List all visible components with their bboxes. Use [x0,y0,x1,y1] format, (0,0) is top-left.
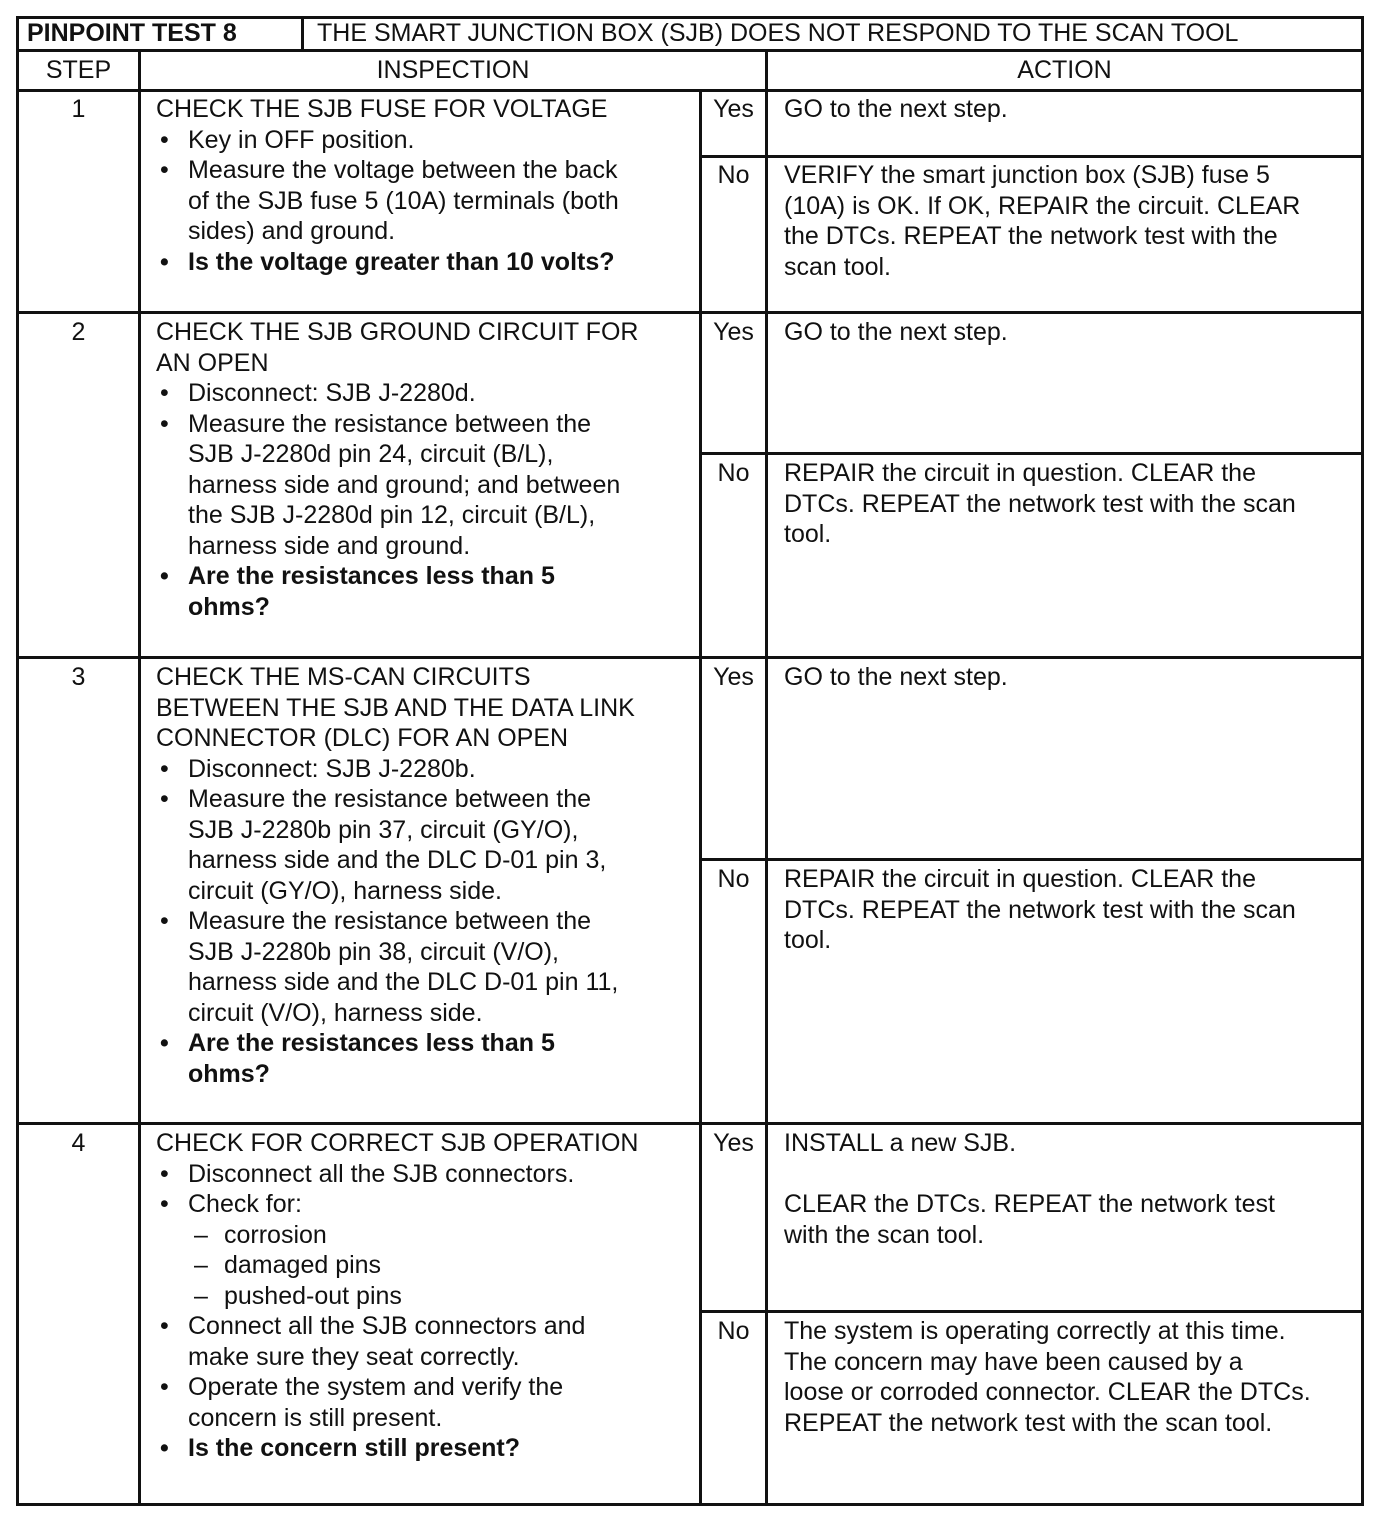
action-line: loose or corroded connector. CLEAR the DTCs. [784,1378,1311,1406]
inspection-bullet [156,378,638,409]
bullet-line: • Check for: [188,1190,302,1218]
step-inspection [156,317,638,622]
action-line: The concern may have been caused by a [784,1347,1243,1376]
step-number: 3 [71,663,86,691]
rule-yesno-4 [699,1310,1361,1313]
column-inspection: INSPECTION [376,56,530,84]
bullet-line: ohms? [188,1059,270,1088]
inspection-bullet [156,1372,638,1433]
yes-action [784,317,1008,348]
bullet-line: concern is still present. [188,1403,443,1432]
rule-yesno-3 [699,858,1361,861]
inspection-bullet [156,1311,638,1372]
action-line: with the scan tool. [784,1220,985,1249]
bullet-line: • Key in OFF position. [188,125,415,154]
step-title-line: AN OPEN [156,348,269,377]
rule-step2 [19,656,1361,659]
step-title-line: CHECK THE MS-CAN CIRCUITS [156,663,531,691]
yes-label: Yes [713,318,754,346]
sub-item: – pushed-out pins [188,1281,638,1312]
sub-checklist [188,1220,638,1312]
rule-answer-col [699,89,702,1503]
action-line: DTCs. REPEAT the network test with the scan [784,489,1296,518]
bullet-line: • Are the resistances less than 5 [188,562,555,590]
rule-yesno-2 [699,452,1361,455]
bullet-line: ohms? [188,592,270,621]
bullet-line: SJB J-2280b pin 37, circuit (GY/O), [188,815,579,844]
step-title-line: CONNECTOR (DLC) FOR AN OPEN [156,724,569,752]
rule-columns [19,89,1361,92]
no-action [784,864,1296,956]
bullet-line: • Disconnect all the SJB connectors. [188,1159,575,1188]
action-line: GO to the next step. [784,663,1008,691]
inspection-question [156,1433,638,1464]
action-line: the DTCs. REPEAT the network test with the [784,222,1278,250]
step-title-line: CHECK FOR CORRECT SJB OPERATION [156,1129,639,1157]
rule-step3 [19,1122,1361,1125]
inspection-bullet [156,754,635,785]
no-label: No [717,459,750,487]
bullet-line: SJB J-2280d pin 24, circuit (B/L), [188,440,554,468]
rule-step1 [19,311,1361,314]
action-line: VERIFY the smart junction box (SJB) fuse 5 [784,161,1270,189]
bullet-line: • Measure the voltage between the back [188,156,618,184]
rule-header-split [301,19,304,49]
bullet-line: harness side and the DLC D-01 pin 3, [188,846,607,874]
bullet-line: harness side and the DLC D-01 pin 11, [188,968,619,996]
bullet-line: the SJB J-2280d pin 12, circuit (B/L), [188,501,596,529]
inspection-question [156,561,638,622]
inspection-checklist [156,754,635,1090]
bullet-line: • Is the concern still present? [188,1434,521,1462]
bullet-line: • Disconnect: SJB J-2280b. [188,754,476,783]
inspection-question [156,1028,635,1089]
bullet-line: • Is the voltage greater than 10 volts? [188,247,615,276]
inspection-checklist [156,125,619,278]
column-action: ACTION [1017,56,1112,84]
action-line: tool. [784,520,832,548]
action-line: INSTALL a new SJB. [784,1129,1017,1157]
sub-item: – damaged pins [188,1250,638,1281]
inspection-bullet [156,409,638,562]
bullet-line: harness side and ground. [188,531,471,560]
rule-header [19,49,1361,52]
action-line: GO to the next step. [784,95,1008,123]
step-title-line: CHECK THE SJB FUSE FOR VOLTAGE [156,95,608,123]
no-action [784,458,1296,550]
yes-action [784,662,1008,693]
bullet-line: make sure they seat correctly. [188,1342,520,1371]
inspection-bullet [156,1159,638,1190]
pinpoint-test-table [16,16,1364,1506]
yes-label: Yes [713,95,754,123]
step-title-line: BETWEEN THE SJB AND THE DATA LINK [156,693,635,722]
action-line: tool. [784,926,832,954]
action-line: REPEAT the network test with the scan tool. [784,1408,1273,1437]
no-action [784,1316,1311,1438]
bullet-line: • Measure the resistance between the [188,409,592,438]
bullet-line: • Disconnect: SJB J-2280d. [188,379,476,407]
step-inspection [156,1128,638,1464]
no-label: No [717,1317,750,1345]
step-number: 1 [71,95,86,123]
yes-label: Yes [713,1129,754,1157]
step-number: 2 [71,318,86,346]
rule-yesno-1 [699,155,1361,158]
bullet-line: SJB J-2280b pin 38, circuit (V/O), [188,937,559,966]
yes-label: Yes [713,663,754,691]
test-label: PINPOINT TEST 8 [27,19,237,47]
inspection-bullet [156,1189,638,1311]
yes-action [784,94,1008,125]
yes-action [784,1128,1275,1250]
bullet-line: harness side and ground; and between [188,470,621,499]
inspection-bullet [156,125,619,156]
action-line: REPAIR the circuit in question. CLEAR the [784,459,1256,487]
action-line [784,1159,1275,1190]
inspection-bullet [156,155,619,247]
no-action [784,160,1300,282]
bullet-line: circuit (GY/O), harness side. [188,876,502,905]
step-number: 4 [71,1129,86,1157]
rule-step-col [138,49,141,1503]
action-line: GO to the next step. [784,318,1008,346]
bullet-line: • Are the resistances less than 5 [188,1029,555,1057]
action-line: REPAIR the circuit in question. CLEAR the [784,865,1256,893]
step-title-line: CHECK THE SJB GROUND CIRCUIT FOR [156,318,639,346]
bullet-line: • Measure the resistance between the [188,785,592,813]
inspection-question [156,247,619,278]
bullet-line: of the SJB fuse 5 (10A) terminals (both [188,186,619,215]
action-line: DTCs. REPEAT the network test with the scan [784,895,1296,924]
step-inspection [156,662,635,1089]
action-line: (10A) is OK. If OK, REPAIR the circuit. CLEAR [784,191,1301,220]
inspection-bullet [156,906,635,1028]
column-step: STEP [45,56,112,84]
no-label: No [717,161,750,189]
action-line: CLEAR the DTCs. REPEAT the network test [784,1190,1275,1218]
action-line: The system is operating correctly at this time. [784,1317,1286,1345]
bullet-line: sides) and ground. [188,217,396,245]
action-line: scan tool. [784,252,892,281]
inspection-checklist [156,378,638,622]
step-inspection [156,94,619,277]
sub-item: – corrosion [188,1220,638,1251]
no-label: No [717,865,750,893]
bullet-line: • Connect all the SJB connectors and [188,1312,586,1340]
bullet-line: • Operate the system and verify the [188,1373,564,1401]
bullet-line: • Measure the resistance between the [188,907,592,935]
bullet-line: circuit (V/O), harness side. [188,998,483,1027]
inspection-checklist [156,1159,638,1464]
rule-action-col [765,49,768,1503]
inspection-bullet [156,784,635,906]
test-title: THE SMART JUNCTION BOX (SJB) DOES NOT RESPOND TO THE SCAN TOOL [317,19,1239,47]
